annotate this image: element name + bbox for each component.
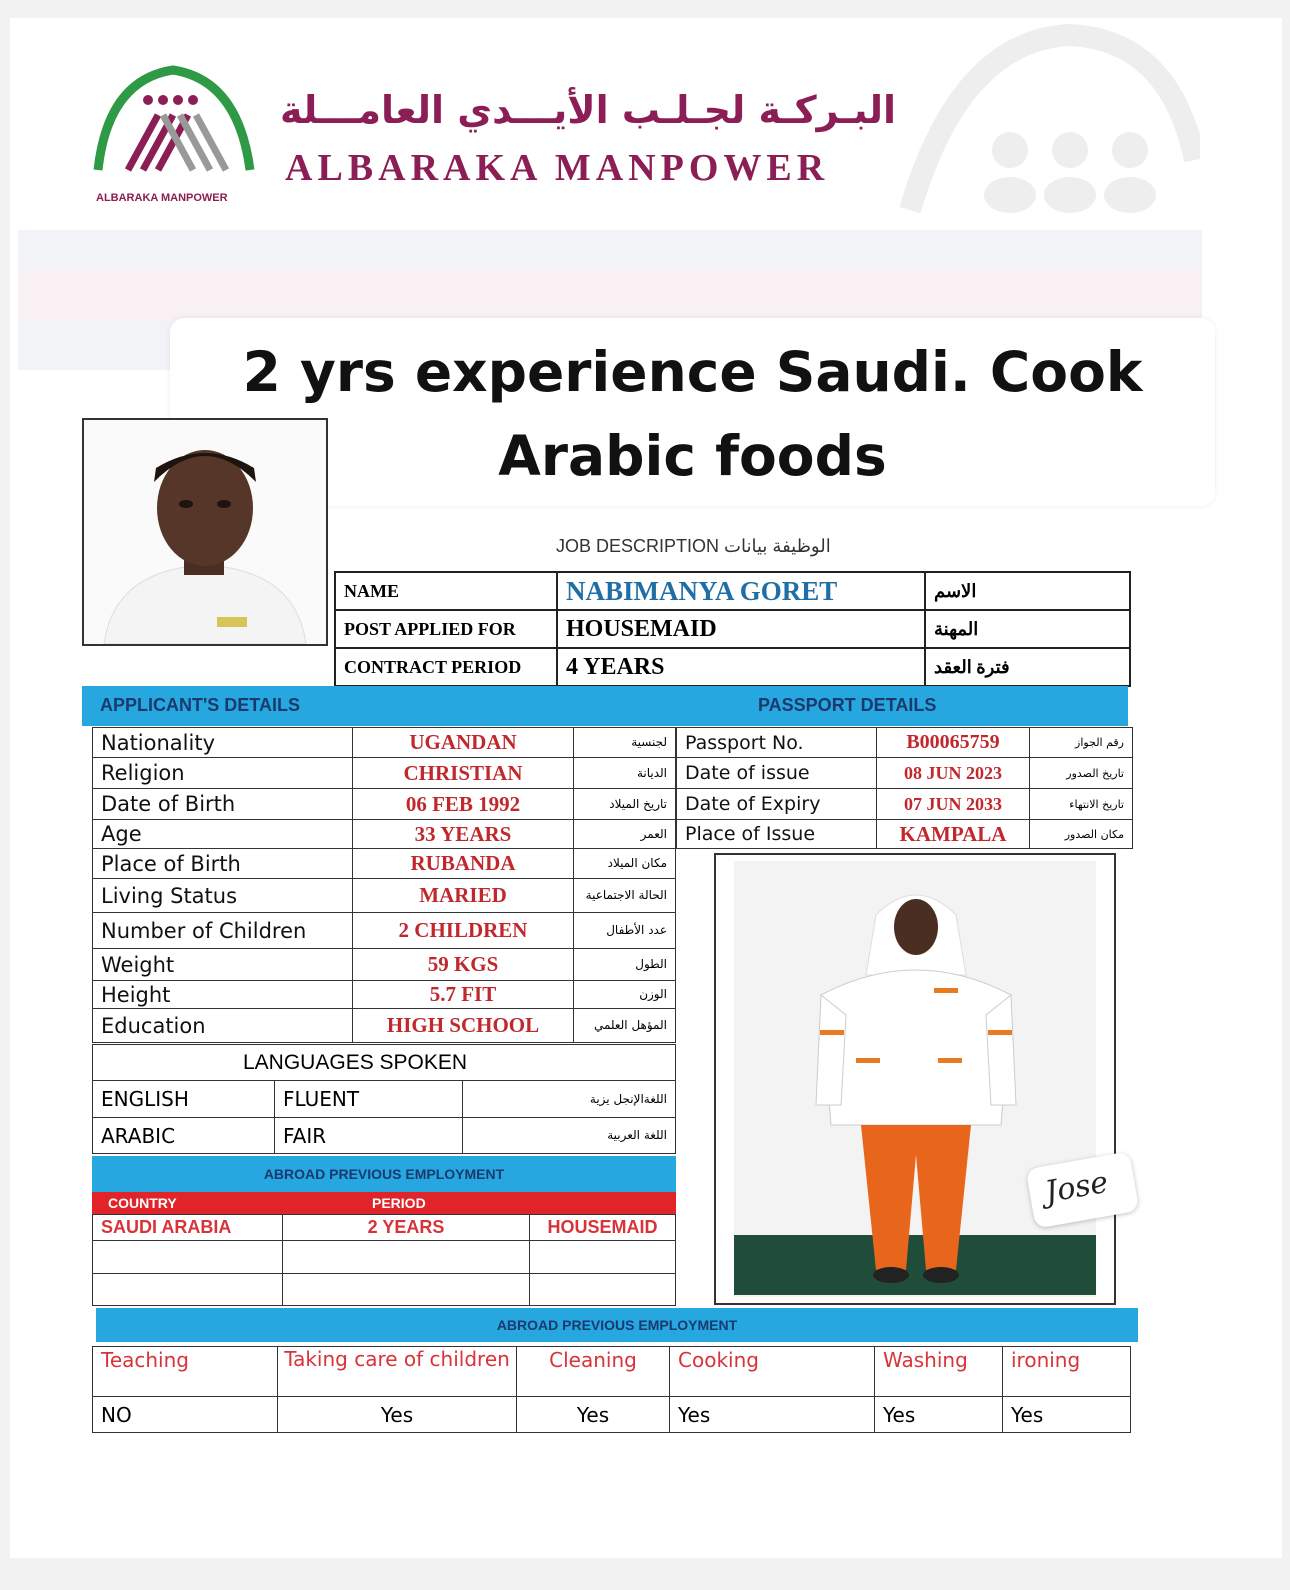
applicant-row [93, 820, 676, 849]
field-label: Date of Birth [93, 789, 353, 820]
skill-header: Washing [875, 1347, 1003, 1397]
passport-details-title: PASSPORT DETAILS [758, 695, 937, 715]
field-label: Age [93, 820, 353, 849]
employment-position: HOUSEMAID [530, 1215, 676, 1241]
skill-header: Cleaning [517, 1347, 670, 1397]
passport-label-ar: تاريخ الانتهاء [1030, 789, 1133, 820]
passport-label: Date of Expiry [677, 789, 877, 820]
company-name-text: ALBARAKA MANPOWER [285, 147, 830, 189]
passport-row [677, 728, 1133, 758]
empty-cell [283, 1241, 530, 1274]
skills-table [92, 1346, 1131, 1433]
passport-label-ar: تاريخ الصدور [1030, 758, 1133, 789]
job-label: NAME [335, 572, 557, 610]
portrait-photo [82, 418, 328, 646]
languages-title: LANGUAGES SPOKEN [93, 1045, 676, 1081]
passport-label-ar: مكان الصدور [1030, 820, 1133, 849]
field-label: Education [93, 1009, 353, 1043]
job-heading-en: JOB DESCRIPTION [556, 536, 720, 556]
job-label: CONTRACT PERIOD [335, 648, 557, 686]
field-label: Height [93, 981, 353, 1009]
passport-value: 07 JUN 2033 [877, 789, 1030, 820]
field-label-ar: تاريخ الميلاد [574, 789, 676, 820]
employment-country: SAUDI ARABIA [93, 1215, 283, 1241]
field-label: Nationality [93, 728, 353, 758]
job-value-contract: 4 YEARS [557, 648, 925, 686]
passport-label: Passport No. [677, 728, 877, 758]
employment-title: ABROAD PREVIOUS EMPLOYMENT [263, 1166, 505, 1182]
job-value-post: HOUSEMAID [557, 610, 925, 648]
skills-title: ABROAD PREVIOUS EMPLOYMENT [496, 1317, 738, 1333]
applicant-row [93, 758, 676, 789]
field-label-ar: عدد الأطفال [574, 913, 676, 949]
company-logo [88, 60, 258, 190]
field-label-ar: المؤهل العلمي [574, 1009, 676, 1043]
employment-col-period: PERIOD [372, 1195, 426, 1211]
field-label-ar: لجنسية [574, 728, 676, 758]
applicant-details-table [92, 727, 676, 1043]
field-label-ar: الديانة [574, 758, 676, 789]
skills-value-row [93, 1397, 1131, 1433]
signature-text: Jose [1042, 1164, 1111, 1211]
language-level: FLUENT [275, 1081, 463, 1118]
applicant-details-title: APPLICANT'S DETAILS [100, 695, 300, 715]
job-value-name: NABIMANYA GORET [557, 572, 925, 610]
field-value: UGANDAN [353, 728, 574, 758]
logo-caption: ALBARAKA MANPOWER [96, 192, 228, 204]
employment-row [93, 1215, 676, 1241]
passport-row [677, 758, 1133, 789]
employment-row-empty [93, 1274, 676, 1306]
passport-details-table [676, 727, 1133, 849]
language-name: ENGLISH [93, 1081, 275, 1118]
field-label: Living Status [93, 879, 353, 913]
applicant-row [93, 728, 676, 758]
skill-header: Teaching [93, 1347, 278, 1397]
employment-col-country: COUNTRY [108, 1195, 177, 1211]
empty-cell [530, 1241, 676, 1274]
job-description-heading [556, 536, 831, 557]
company-name-english [285, 146, 829, 190]
watermark-logo [880, 20, 1200, 220]
passport-value: KAMPALA [877, 820, 1030, 849]
field-value: CHRISTIAN [353, 758, 574, 789]
empty-cell [530, 1274, 676, 1306]
employment-row-empty [93, 1241, 676, 1274]
skill-value: NO [93, 1397, 278, 1433]
passport-label: Place of Issue [677, 820, 877, 849]
skill-value: Yes [670, 1397, 875, 1433]
job-heading-ar: الوظيفة بيانات [724, 536, 831, 556]
field-label: Number of Children [93, 913, 353, 949]
field-label-ar: العمر [574, 820, 676, 849]
field-value: 5.7 FIT [353, 981, 574, 1009]
field-label-ar: الطول [574, 949, 676, 981]
field-value: HIGH SCHOOL [353, 1009, 574, 1043]
job-label: POST APPLIED FOR [335, 610, 557, 648]
empty-cell [93, 1274, 283, 1306]
job-label-ar: المهنة [925, 610, 1130, 648]
job-row-contract [335, 648, 1130, 686]
skill-value: Yes [517, 1397, 670, 1433]
applicant-row [93, 789, 676, 820]
job-row-post [335, 610, 1130, 648]
field-value: 33 YEARS [353, 820, 574, 849]
banner-line-2: Arabic foods [498, 424, 887, 488]
applicant-row [93, 879, 676, 913]
languages-table [92, 1044, 676, 1154]
languages-title-row [93, 1045, 676, 1081]
skill-value: Yes [278, 1397, 517, 1433]
field-label-ar: مكان الميلاد [574, 849, 676, 879]
field-value: RUBANDA [353, 849, 574, 879]
field-label: Religion [93, 758, 353, 789]
applicant-row [93, 949, 676, 981]
job-description-table [334, 571, 1131, 687]
job-label-ar: فترة العقد [925, 648, 1130, 686]
passport-value: B00065759 [877, 728, 1030, 758]
applicant-row [93, 849, 676, 879]
skill-value: Yes [875, 1397, 1003, 1433]
empty-cell [93, 1241, 283, 1274]
passport-row [677, 820, 1133, 849]
language-row [93, 1081, 676, 1118]
field-value: 59 KGS [353, 949, 574, 981]
language-ar: اللغةالإنجل يزية [463, 1081, 676, 1118]
applicant-row [93, 913, 676, 949]
skill-value: Yes [1003, 1397, 1131, 1433]
skill-header: ironing [1003, 1347, 1131, 1397]
full-body-photo [714, 853, 1116, 1305]
job-row-name [335, 572, 1130, 610]
field-value: 2 CHILDREN [353, 913, 574, 949]
background-band-pink [18, 270, 1202, 320]
skills-header-row [93, 1347, 1131, 1397]
skill-header: Cooking [670, 1347, 875, 1397]
passport-label: Date of issue [677, 758, 877, 789]
passport-label-ar: رقم الجواز [1030, 728, 1133, 758]
job-label-ar: الاسم [925, 572, 1130, 610]
language-level: FAIR [275, 1118, 463, 1154]
applicant-row [93, 1009, 676, 1043]
field-label: Place of Birth [93, 849, 353, 879]
language-ar: اللغة العربية [463, 1118, 676, 1154]
employment-table [92, 1214, 676, 1306]
field-value: 06 FEB 1992 [353, 789, 574, 820]
applicant-row [93, 981, 676, 1009]
field-value: MARIED [353, 879, 574, 913]
company-name-arabic: البـركـة لجـلـب الأيـــدي العامـــلة [280, 88, 897, 132]
skill-header: Taking care of children [278, 1347, 517, 1397]
field-label-ar: الوزن [574, 981, 676, 1009]
field-label: Weight [93, 949, 353, 981]
language-row [93, 1118, 676, 1154]
empty-cell [283, 1274, 530, 1306]
employment-period: 2 YEARS [283, 1215, 530, 1241]
passport-row [677, 789, 1133, 820]
passport-value: 08 JUN 2023 [877, 758, 1030, 789]
language-name: ARABIC [93, 1118, 275, 1154]
banner-line-1: 2 yrs experience Saudi. Cook [242, 340, 1143, 404]
field-label-ar: الحالة الاجتماعية [574, 879, 676, 913]
